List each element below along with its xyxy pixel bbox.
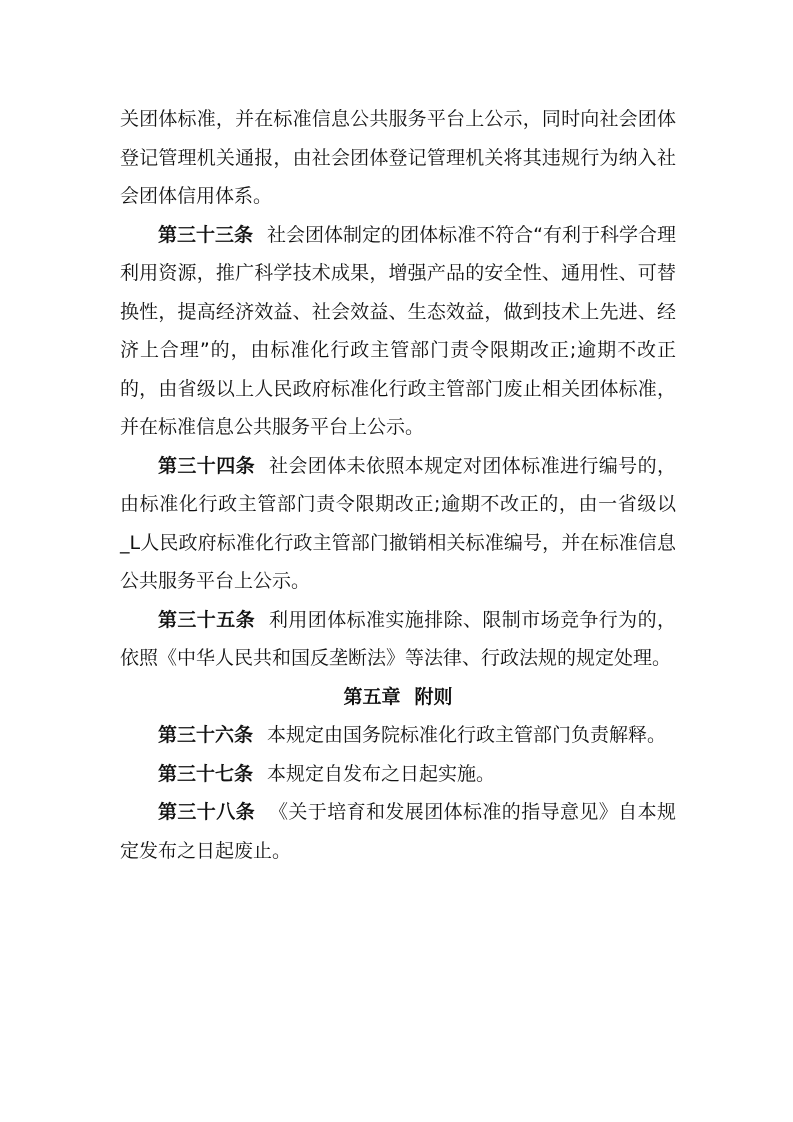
article-text: 本规定由国务院标准化行政主管部门负责解释。 — [267, 724, 667, 746]
article-35 — [120, 601, 676, 678]
article-heading: 第三十三条 — [158, 223, 254, 246]
article-text: 《关于培育和发展团体标准的指导意见》自本规定发布之日起废止。 — [120, 801, 676, 862]
article-heading: 第三十六条 — [158, 724, 254, 746]
document-body — [120, 100, 676, 870]
article-heading: 第三十五条 — [158, 608, 255, 631]
article-34 — [120, 447, 676, 601]
article-heading: 第三十八条 — [158, 801, 255, 823]
article-text: 本规定自发布之日起实施。 — [267, 762, 496, 785]
article-text: 社会团体制定的团体标准不符合“有利于科学合理利用资源，推广科学技术成果，增强产品的安全性、通用性、可替换性，提高经济效益、社会效益、生态效益，做到技术上先进、经济上合理”的，由标准化行政主管部门责令限期改正;逾期不改正的，由省级以上人民政府标准化行政主管部门废止相关团体标准，并在标准信息公共服务平台上公示。 — [120, 223, 676, 438]
paragraph-continuation — [120, 100, 676, 216]
paragraph-text: 关团体标准，并在标准信息公共服务平台上公示，同时向社会团体登记管理机关通报，由社会团体登记管理机关将其违规行为纳入社会团体信用体系。 — [120, 108, 676, 207]
chapter-heading — [120, 678, 676, 717]
article-heading: 第三十四条 — [158, 454, 255, 477]
article-36 — [120, 716, 676, 755]
article-heading: 第三十七条 — [158, 762, 254, 785]
article-text: 利用团体标准实施排除、限制市场竞争行为的，依照《中华人民共和国反垄断法》等法律、行政法规的规定处理。 — [120, 608, 676, 669]
article-text: 社会团体未依照本规定对团体标准进行编号的，由标准化行政主管部门责令限期改正;逾期不改正的，由一省级以_L人民政府标准化行政主管部门撤销相关标准编号，并在标准信息公共服务平台上公示。 — [120, 454, 676, 592]
chapter-title: 附则 — [414, 685, 453, 708]
article-33 — [120, 216, 676, 447]
article-38 — [120, 793, 676, 870]
chapter-number: 第五章 — [343, 685, 401, 708]
article-37 — [120, 755, 676, 794]
